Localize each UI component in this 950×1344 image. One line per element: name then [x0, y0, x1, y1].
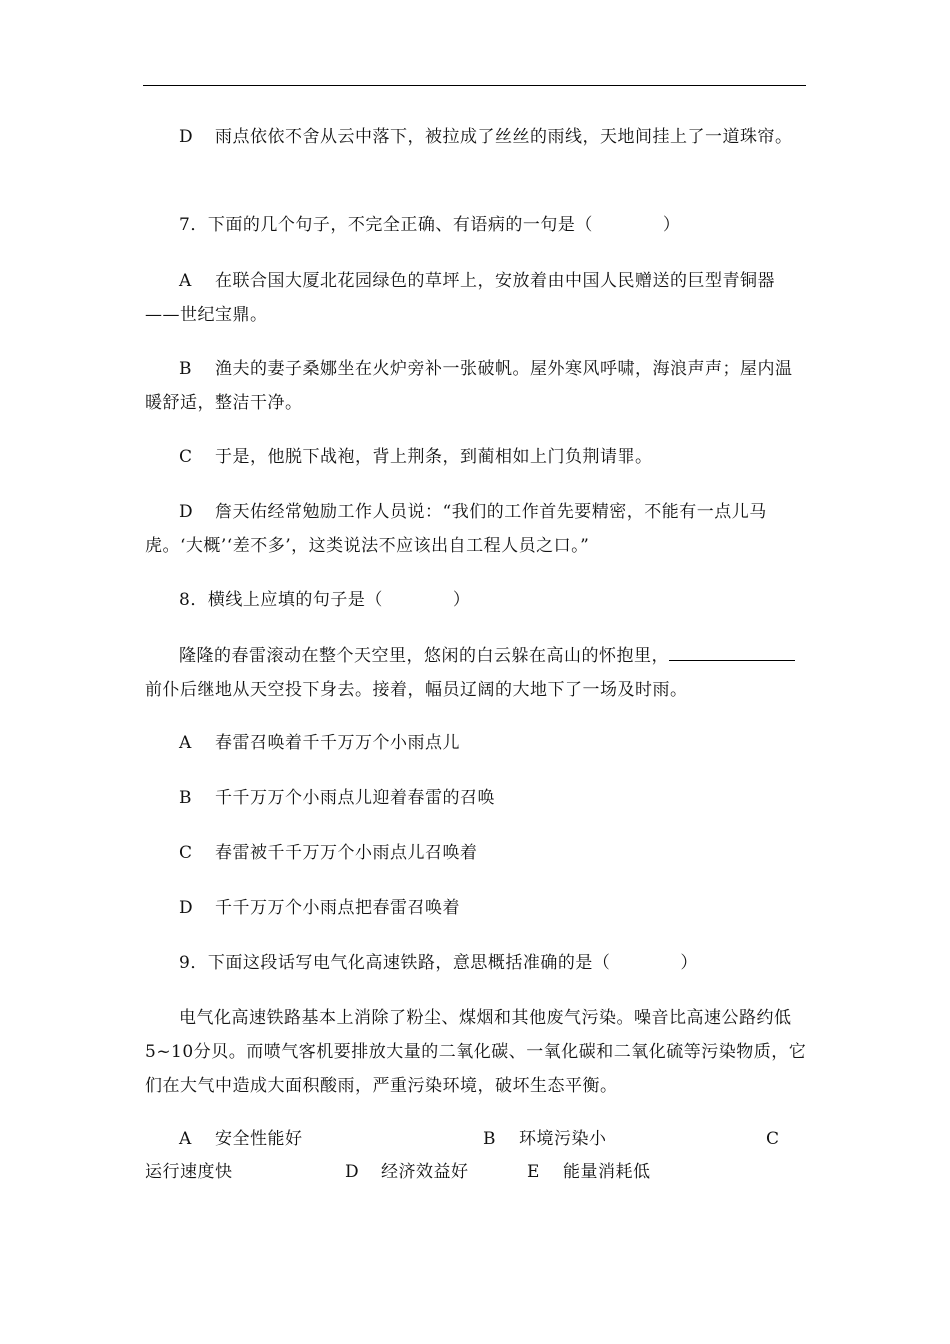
q8-option-a: A 春雷召唤着千千万万个小雨点儿: [179, 733, 460, 753]
q7-option-b: B 渔夫的妻子桑娜坐在火炉旁补一张破帆。屋外寒风呼啸，海浪声声；屋内温暖舒适，整洁干净。: [145, 359, 793, 413]
q9-option-a: A 安全性能好: [179, 1129, 303, 1149]
q9-option-e: E 能量消耗低: [527, 1162, 651, 1182]
q9-option-d: D 经济效益好: [345, 1162, 469, 1182]
fill-blank-line: [762, 640, 795, 661]
header-rule: [143, 85, 806, 86]
fill-blank-line: [669, 640, 762, 661]
q7-option-a: A 在联合国大厦北花园绿色的草坪上，安放着由中国人民赠送的巨型青铜器——世纪宝鼎。: [145, 271, 775, 325]
q6-option-d: D 雨点依依不舍从云中落下，被拉成了丝丝的雨线，天地间挂上了一道珠帘。: [179, 127, 793, 147]
q8-option-c: C 春雷被千千万万个小雨点儿召唤着: [179, 843, 478, 863]
q7-option-c: C 于是，他脱下战袍，背上荆条，到蔺相如上门负荆请罪。: [179, 447, 653, 467]
q8-stem: 8．横线上应填的句子是（ ）: [179, 590, 471, 610]
q9-option-c-letter: C: [766, 1129, 780, 1149]
q9-option-b: B 环境污染小: [483, 1129, 607, 1149]
q9-option-c-text: 运行速度快: [145, 1162, 233, 1182]
q8-passage: 隆隆的春雷滚动在整个天空里，悠闲的白云躲在高山的怀抱里，前仆后继地从天空投下身去。接着，幅员辽阔的大地下了一场及时雨。: [145, 639, 807, 707]
q9-stem: 9．下面这段话写电气化高速铁路，意思概括准确的是（ ）: [179, 953, 698, 973]
q7-option-d: D 詹天佑经常勉励工作人员说：“我们的工作首先要精密，不能有一点儿马虎。‘大概’‘差不多’，这类说法不应该出自工程人员之口。”: [145, 502, 767, 556]
q9-passage: 电气化高速铁路基本上消除了粉尘、煤烟和其他废气污染。噪音比高速公路约低5~10分贝。而喷气客机要排放大量的二氧化碳、一氧化碳和二氧化硫等污染物质，它们在大气中造成大面积酸雨，严重污染环境，破坏生态平衡。: [145, 1008, 807, 1096]
q7-stem: 7．下面的几个句子，不完全正确、有语病的一句是（ ）: [179, 215, 681, 235]
q8-option-b: B 千千万万个小雨点儿迎着春雷的召唤: [179, 788, 495, 808]
q8-option-d: D 千千万万个小雨点把春雷召唤着: [179, 898, 460, 918]
